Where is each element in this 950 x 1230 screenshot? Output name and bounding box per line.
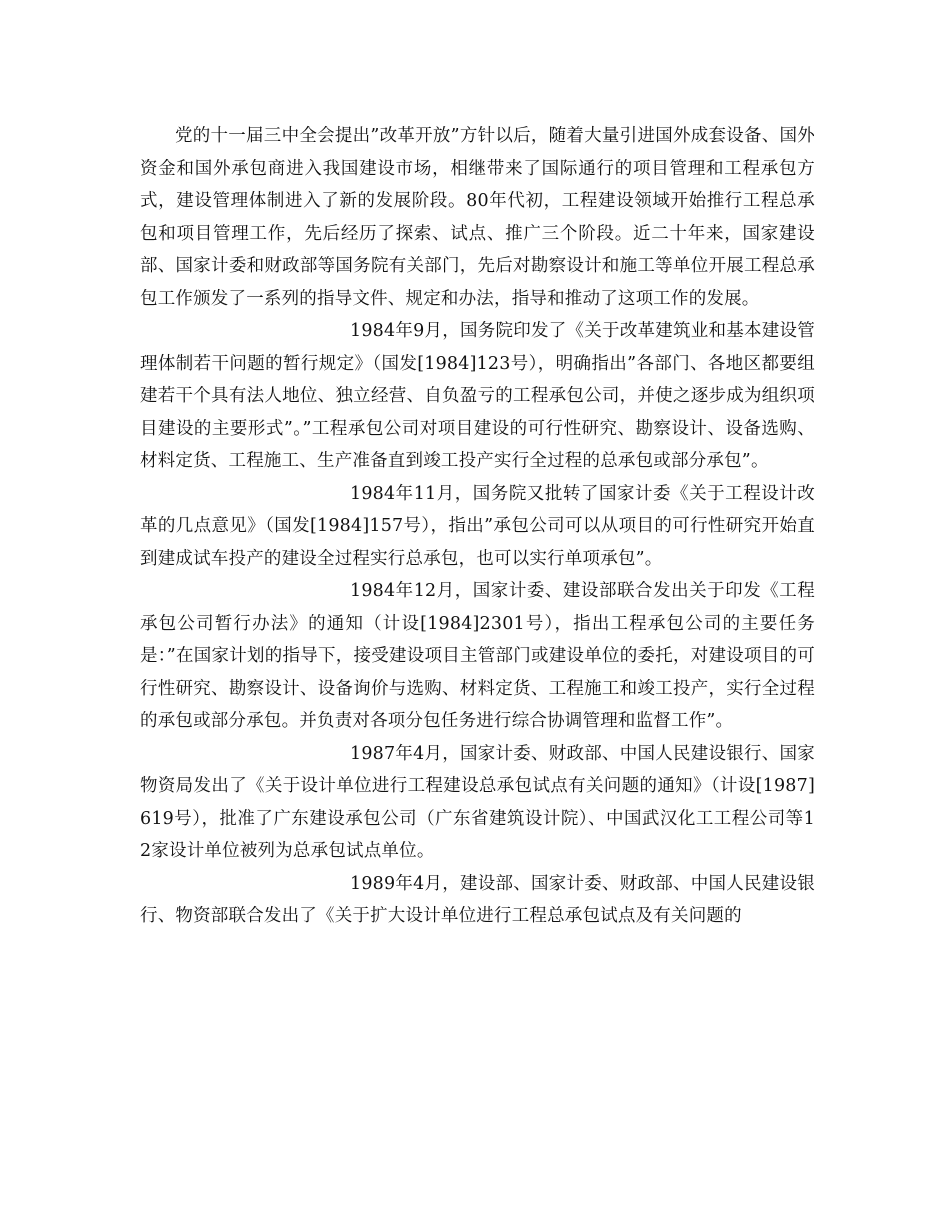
paragraph-1984-november: 1984年11月，国务院又批转了国家计委《关于工程设计改革的几点意见》（国发[1984]157号），指出”承包公司可以从项目的可行性研究开始直到建成试车投产的建设全过程实行总承包，也可以实行单项承包”。 — [140, 483, 815, 569]
paragraph-1987-april: 1987年4月，国家计委、财政部、中国人民建设银行、国家物资局发出了《关于设计单位进行工程建设总承包试点有关问题的通知》（计设[1987]619号），批准了广东建设承包公司（广东省建筑设计院）、中国武汉化工工程公司等12家设计单位被列为总承包试点单位。 — [140, 743, 815, 861]
paragraph-1984-september: 1984年9月，国务院印发了《关于改革建筑业和基本建设管理体制若干问题的暂行规定》（国发[1984]123号），明确指出”各部门、各地区都要组建若干个具有法人地位、独立经营、自负盈亏的工程承包公司，并使之逐步成为组织项目建设的主要形式”。”工程承包公司对项目建设的可行性研究、勘察设计、设备选购、材料定货、工程施工、生产准备直到竣工投产实行全过程的总承包或部分承包”。 — [140, 321, 815, 471]
paragraph-1984-december: 1984年12月，国家计委、建设部联合发出关于印发《工程承包公司暂行办法》的通知（计设[1984]2301号），指出工程承包公司的主要任务是：”在国家计划的指导下，接受建设项目主管部门或建设单位的委托，对建设项目的可行性研究、勘察设计、设备询价与选购、材料定货、工程施工和竣工投产，实行全过程的承包或部分承包。并负责对各项分包任务进行综合协调管理和监督工作”。 — [140, 581, 815, 731]
paragraph-reform-intro: 党的十一届三中全会提出”改革开放”方针以后，随着大量引进国外成套设备、国外资金和国外承包商进入我国建设市场，相继带来了国际通行的项目管理和工程承包方式，建设管理体制进入了新的发展阶段。80年代初，工程建设领域开始推行工程总承包和项目管理工作，先后经历了探索、试点、推广三个阶段。近二十年来，国家建设部、国家计委和财政部等国务院有关部门，先后对勘察设计和施工等单位开展工程总承包工作颁发了一系列的指导文件、规定和办法，指导和推动了这项工作的发展。 — [140, 126, 815, 309]
paragraph-1989-april: 1989年4月，建设部、国家计委、财政部、中国人民建设银行、物资部联合发出了《关于扩大设计单位进行工程总承包试点及有关问题的 — [140, 873, 815, 926]
document-body — [140, 120, 815, 933]
